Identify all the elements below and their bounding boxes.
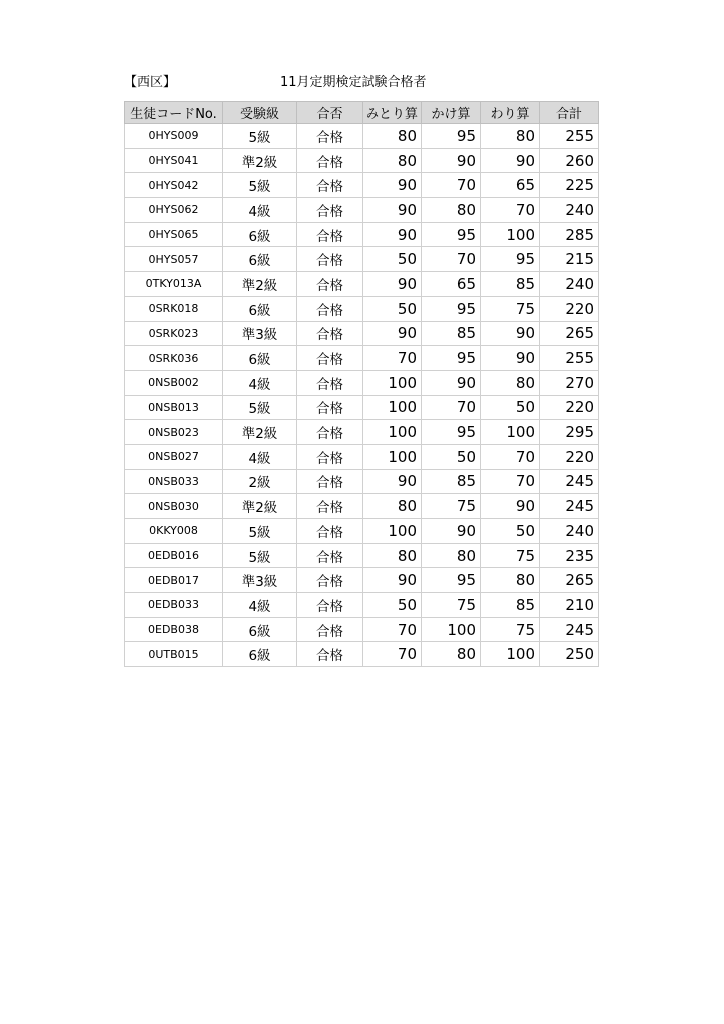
wari-zan-cell: 80: [481, 568, 540, 593]
table-row: [125, 148, 599, 173]
table-row: [125, 395, 599, 420]
header-pass-fail: 合否: [297, 102, 363, 124]
wari-zan-cell: 80: [481, 370, 540, 395]
student-code-cell: 0SRK036: [125, 346, 223, 371]
table-row: [125, 370, 599, 395]
wari-zan-cell: 100: [481, 420, 540, 445]
wari-zan-cell: 100: [481, 642, 540, 667]
wari-zan-cell: 90: [481, 494, 540, 519]
kake-zan-cell: 90: [422, 519, 481, 544]
wari-zan-cell: 65: [481, 173, 540, 198]
results-table-container: [124, 101, 599, 667]
exam-grade-cell: 6級: [223, 296, 297, 321]
kake-zan-cell: 85: [422, 469, 481, 494]
exam-grade-cell: 準2級: [223, 148, 297, 173]
kake-zan-cell: 95: [422, 296, 481, 321]
region-label: 【西区】: [124, 75, 177, 90]
student-code-cell: 0HYS042: [125, 173, 223, 198]
student-code-cell: 0NSB030: [125, 494, 223, 519]
table-header-row: [125, 102, 599, 124]
total-cell: 240: [540, 198, 599, 223]
kake-zan-cell: 90: [422, 370, 481, 395]
mitori-zan-cell: 80: [363, 494, 422, 519]
total-cell: 250: [540, 642, 599, 667]
table-row: [125, 593, 599, 618]
pass-fail-cell: 合格: [297, 247, 363, 272]
mitori-zan-cell: 90: [363, 173, 422, 198]
header-total: 合計: [540, 102, 599, 124]
pass-fail-cell: 合格: [297, 148, 363, 173]
pass-fail-cell: 合格: [297, 198, 363, 223]
student-code-cell: 0TKY013A: [125, 272, 223, 297]
student-code-cell: 0EDB038: [125, 617, 223, 642]
exam-grade-cell: 5級: [223, 124, 297, 149]
student-code-cell: 0SRK018: [125, 296, 223, 321]
wari-zan-cell: 50: [481, 519, 540, 544]
pass-fail-cell: 合格: [297, 469, 363, 494]
kake-zan-cell: 80: [422, 642, 481, 667]
wari-zan-cell: 100: [481, 222, 540, 247]
kake-zan-cell: 85: [422, 321, 481, 346]
pass-fail-cell: 合格: [297, 272, 363, 297]
table-row: [125, 173, 599, 198]
wari-zan-cell: 80: [481, 124, 540, 149]
wari-zan-cell: 90: [481, 148, 540, 173]
exam-grade-cell: 2級: [223, 469, 297, 494]
pass-fail-cell: 合格: [297, 395, 363, 420]
header-wari-zan: わり算: [481, 102, 540, 124]
total-cell: 265: [540, 321, 599, 346]
pass-fail-cell: 合格: [297, 617, 363, 642]
student-code-cell: 0EDB033: [125, 593, 223, 618]
mitori-zan-cell: 100: [363, 420, 422, 445]
table-row: [125, 222, 599, 247]
table-row: [125, 124, 599, 149]
exam-grade-cell: 準3級: [223, 321, 297, 346]
table-row: [125, 617, 599, 642]
total-cell: 285: [540, 222, 599, 247]
pass-fail-cell: 合格: [297, 444, 363, 469]
exam-grade-cell: 5級: [223, 543, 297, 568]
exam-grade-cell: 6級: [223, 642, 297, 667]
student-code-cell: 0NSB002: [125, 370, 223, 395]
exam-grade-cell: 準2級: [223, 272, 297, 297]
exam-grade-cell: 準3級: [223, 568, 297, 593]
total-cell: 240: [540, 519, 599, 544]
total-cell: 240: [540, 272, 599, 297]
table-row: [125, 198, 599, 223]
exam-grade-cell: 準2級: [223, 494, 297, 519]
mitori-zan-cell: 100: [363, 395, 422, 420]
exam-grade-cell: 6級: [223, 222, 297, 247]
student-code-cell: 0HYS057: [125, 247, 223, 272]
total-cell: 220: [540, 395, 599, 420]
wari-zan-cell: 50: [481, 395, 540, 420]
kake-zan-cell: 95: [422, 568, 481, 593]
student-code-cell: 0HYS065: [125, 222, 223, 247]
total-cell: 220: [540, 444, 599, 469]
exam-grade-cell: 4級: [223, 198, 297, 223]
student-code-cell: 0HYS041: [125, 148, 223, 173]
table-row: [125, 321, 599, 346]
table-row: [125, 519, 599, 544]
mitori-zan-cell: 100: [363, 519, 422, 544]
student-code-cell: 0EDB017: [125, 568, 223, 593]
table-row: [125, 296, 599, 321]
exam-grade-cell: 6級: [223, 346, 297, 371]
total-cell: 220: [540, 296, 599, 321]
wari-zan-cell: 75: [481, 543, 540, 568]
results-table: [124, 101, 599, 667]
mitori-zan-cell: 50: [363, 247, 422, 272]
wari-zan-cell: 75: [481, 296, 540, 321]
pass-fail-cell: 合格: [297, 642, 363, 667]
wari-zan-cell: 70: [481, 444, 540, 469]
table-row: [125, 642, 599, 667]
table-row: [125, 494, 599, 519]
pass-fail-cell: 合格: [297, 124, 363, 149]
exam-grade-cell: 6級: [223, 247, 297, 272]
document-title: 11月定期検定試験合格者: [280, 75, 427, 90]
header-exam-grade: 受験級: [223, 102, 297, 124]
mitori-zan-cell: 90: [363, 272, 422, 297]
student-code-cell: 0EDB016: [125, 543, 223, 568]
pass-fail-cell: 合格: [297, 494, 363, 519]
wari-zan-cell: 85: [481, 593, 540, 618]
kake-zan-cell: 75: [422, 593, 481, 618]
kake-zan-cell: 70: [422, 247, 481, 272]
table-row: [125, 247, 599, 272]
exam-grade-cell: 6級: [223, 617, 297, 642]
table-row: [125, 469, 599, 494]
wari-zan-cell: 95: [481, 247, 540, 272]
table-row: [125, 543, 599, 568]
student-code-cell: 0KKY008: [125, 519, 223, 544]
student-code-cell: 0NSB023: [125, 420, 223, 445]
header-kake-zan: かけ算: [422, 102, 481, 124]
student-code-cell: 0NSB027: [125, 444, 223, 469]
exam-grade-cell: 4級: [223, 593, 297, 618]
kake-zan-cell: 95: [422, 346, 481, 371]
exam-grade-cell: 5級: [223, 395, 297, 420]
exam-grade-cell: 準2級: [223, 420, 297, 445]
total-cell: 245: [540, 617, 599, 642]
pass-fail-cell: 合格: [297, 222, 363, 247]
table-row: [125, 272, 599, 297]
mitori-zan-cell: 100: [363, 444, 422, 469]
table-row: [125, 444, 599, 469]
pass-fail-cell: 合格: [297, 296, 363, 321]
total-cell: 245: [540, 494, 599, 519]
mitori-zan-cell: 70: [363, 346, 422, 371]
mitori-zan-cell: 90: [363, 222, 422, 247]
total-cell: 245: [540, 469, 599, 494]
pass-fail-cell: 合格: [297, 346, 363, 371]
kake-zan-cell: 50: [422, 444, 481, 469]
total-cell: 215: [540, 247, 599, 272]
table-body: [125, 124, 599, 667]
kake-zan-cell: 70: [422, 395, 481, 420]
table-row: [125, 346, 599, 371]
total-cell: 255: [540, 124, 599, 149]
wari-zan-cell: 75: [481, 617, 540, 642]
total-cell: 210: [540, 593, 599, 618]
pass-fail-cell: 合格: [297, 543, 363, 568]
table-row: [125, 420, 599, 445]
exam-grade-cell: 5級: [223, 173, 297, 198]
pass-fail-cell: 合格: [297, 593, 363, 618]
exam-grade-cell: 4級: [223, 370, 297, 395]
pass-fail-cell: 合格: [297, 173, 363, 198]
mitori-zan-cell: 90: [363, 469, 422, 494]
total-cell: 255: [540, 346, 599, 371]
pass-fail-cell: 合格: [297, 370, 363, 395]
kake-zan-cell: 95: [422, 124, 481, 149]
mitori-zan-cell: 80: [363, 148, 422, 173]
kake-zan-cell: 90: [422, 148, 481, 173]
mitori-zan-cell: 50: [363, 593, 422, 618]
kake-zan-cell: 80: [422, 543, 481, 568]
total-cell: 225: [540, 173, 599, 198]
total-cell: 260: [540, 148, 599, 173]
student-code-cell: 0SRK023: [125, 321, 223, 346]
student-code-cell: 0NSB013: [125, 395, 223, 420]
pass-fail-cell: 合格: [297, 519, 363, 544]
wari-zan-cell: 85: [481, 272, 540, 297]
student-code-cell: 0UTB015: [125, 642, 223, 667]
mitori-zan-cell: 90: [363, 568, 422, 593]
wari-zan-cell: 70: [481, 198, 540, 223]
table-row: [125, 568, 599, 593]
mitori-zan-cell: 80: [363, 543, 422, 568]
mitori-zan-cell: 70: [363, 617, 422, 642]
wari-zan-cell: 90: [481, 321, 540, 346]
header-student-code: 生徒コードNo.: [125, 102, 223, 124]
mitori-zan-cell: 70: [363, 642, 422, 667]
total-cell: 265: [540, 568, 599, 593]
kake-zan-cell: 80: [422, 198, 481, 223]
mitori-zan-cell: 90: [363, 321, 422, 346]
total-cell: 295: [540, 420, 599, 445]
kake-zan-cell: 65: [422, 272, 481, 297]
pass-fail-cell: 合格: [297, 420, 363, 445]
wari-zan-cell: 90: [481, 346, 540, 371]
kake-zan-cell: 100: [422, 617, 481, 642]
mitori-zan-cell: 100: [363, 370, 422, 395]
kake-zan-cell: 70: [422, 173, 481, 198]
total-cell: 235: [540, 543, 599, 568]
exam-grade-cell: 4級: [223, 444, 297, 469]
student-code-cell: 0NSB033: [125, 469, 223, 494]
kake-zan-cell: 75: [422, 494, 481, 519]
pass-fail-cell: 合格: [297, 321, 363, 346]
student-code-cell: 0HYS009: [125, 124, 223, 149]
mitori-zan-cell: 50: [363, 296, 422, 321]
exam-grade-cell: 5級: [223, 519, 297, 544]
kake-zan-cell: 95: [422, 222, 481, 247]
wari-zan-cell: 70: [481, 469, 540, 494]
mitori-zan-cell: 90: [363, 198, 422, 223]
pass-fail-cell: 合格: [297, 568, 363, 593]
student-code-cell: 0HYS062: [125, 198, 223, 223]
kake-zan-cell: 95: [422, 420, 481, 445]
mitori-zan-cell: 80: [363, 124, 422, 149]
total-cell: 270: [540, 370, 599, 395]
header-mitori-zan: みとり算: [363, 102, 422, 124]
